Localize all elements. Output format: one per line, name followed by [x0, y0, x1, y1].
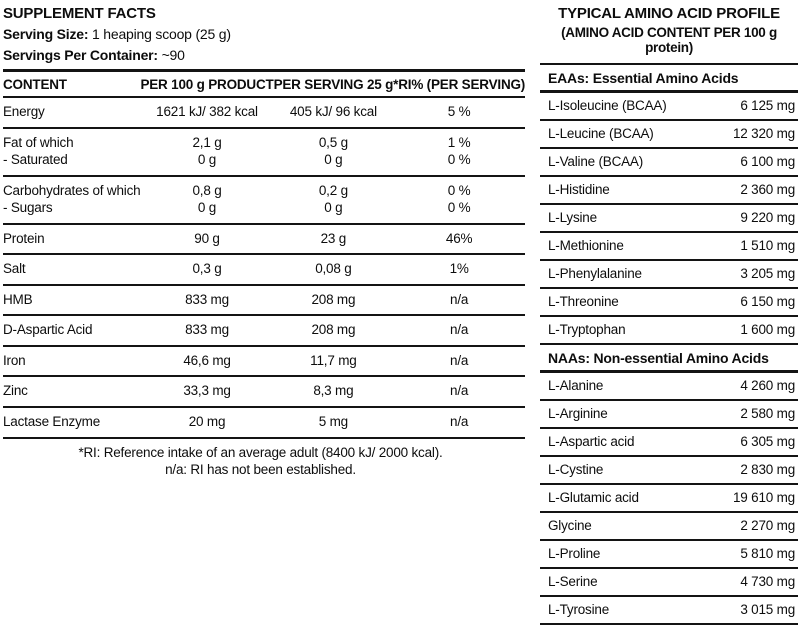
amino-acid-value: 6 305 mg	[740, 433, 795, 449]
nutrient-row	[3, 376, 525, 407]
amino-acid-row	[540, 457, 798, 485]
cell-line: n/a	[450, 414, 469, 430]
serving-size-line	[3, 26, 518, 44]
nutrient-name-cell	[3, 224, 140, 255]
amino-section-header: NAAs: Non-essential Amino Acids	[540, 345, 798, 373]
cell-line: - Saturated	[3, 152, 68, 168]
nutrient-name-cell	[3, 315, 140, 346]
cell-line: Zinc	[3, 383, 28, 399]
amino-profile-table	[540, 63, 798, 625]
cell-line: 46,6 mg	[183, 352, 231, 368]
cell-line: 1%	[449, 261, 469, 277]
amino-acid-name: L-Phenylalanine	[548, 265, 642, 281]
ri-percent-value-cell	[393, 224, 525, 255]
amino-acid-row	[540, 233, 798, 261]
reference-intake-footnote: *RI: Reference intake of an average adult (8400 kJ/ 2000 kcal).	[78, 444, 443, 460]
cell-line: Iron	[3, 352, 26, 368]
cell-line: 8,3 mg	[313, 383, 354, 399]
cell-line: 0,3 g	[192, 261, 222, 277]
amino-acid-value: 5 810 mg	[740, 545, 795, 561]
amino-acid-row	[540, 205, 798, 233]
amino-acid-value: 9 220 mg	[740, 209, 795, 225]
per-100g-value-cell	[140, 128, 273, 176]
per-serving-value-cell	[274, 176, 394, 224]
per-100g-value-cell	[140, 97, 273, 128]
cell-line: Carbohydrates of which	[3, 182, 141, 198]
amino-acid-value: 12 320 mg	[733, 125, 795, 141]
serving-size-label: Serving Size:	[3, 26, 89, 42]
cell-line: 0 g	[324, 152, 343, 168]
cell-line: - Sugars	[3, 200, 53, 216]
cell-line: Lactase Enzyme	[3, 414, 100, 430]
cell-line: Energy	[3, 104, 45, 119]
nutrient-row	[3, 224, 525, 255]
amino-acid-name: L-Proline	[548, 545, 601, 561]
amino-acid-row	[540, 149, 798, 177]
table-header-row	[3, 71, 525, 98]
cell-line: 11,7 mg	[310, 352, 357, 368]
nutrient-row	[3, 254, 525, 285]
nutrient-name-cell	[3, 176, 140, 224]
cell-line: 1621 kJ/ 382 kcal	[156, 104, 258, 119]
amino-profile-title: TYPICAL AMINO ACID PROFILE	[558, 5, 780, 22]
amino-acid-row	[540, 261, 798, 289]
amino-acid-name: L-Histidine	[548, 181, 610, 197]
nutrient-row	[3, 285, 525, 316]
amino-acid-value: 2 580 mg	[740, 405, 795, 421]
amino-acid-row	[540, 401, 798, 429]
servings-per-container-value: ~90	[157, 46, 185, 63]
cell-line: 5 mg	[318, 414, 348, 430]
ri-percent-value-cell	[393, 128, 525, 176]
amino-acid-name: L-Lysine	[548, 209, 597, 225]
ri-percent-value-cell	[393, 346, 525, 377]
nutrient-row	[3, 315, 525, 346]
per-100g-value-cell	[140, 285, 273, 316]
per-serving-value-cell	[274, 224, 394, 255]
amino-acid-row	[540, 93, 798, 121]
amino-acid-name: Glycine	[548, 517, 592, 533]
column-header-per-serving: PER SERVING 25 g	[274, 71, 394, 98]
nutrient-name-cell	[3, 407, 140, 438]
amino-acid-value: 6 150 mg	[740, 293, 795, 309]
per-serving-value-cell	[274, 285, 394, 316]
per-100g-value-cell	[140, 176, 273, 224]
nutrient-name-cell	[3, 346, 140, 377]
cell-line: 0 g	[324, 200, 343, 216]
amino-profile-subtitle: (AMINO ACID CONTENT PER 100 g protein)	[561, 24, 777, 55]
amino-acid-value: 2 830 mg	[740, 461, 795, 477]
cell-line: 0,8 g	[192, 182, 222, 198]
cell-line: Protein	[3, 230, 45, 246]
servings-per-container-line	[3, 47, 518, 65]
cell-line: 23 g	[320, 230, 347, 246]
amino-acid-row	[540, 317, 798, 345]
column-header-per-100g: PER 100 g PRODUCT	[140, 71, 273, 98]
amino-acid-value: 2 360 mg	[740, 181, 795, 197]
cell-line: 20 mg	[188, 414, 226, 430]
cell-line: 0,5 g	[318, 134, 348, 150]
amino-section-header: EAAs: Essential Amino Acids	[540, 65, 798, 93]
cell-line: 833 mg	[185, 291, 229, 307]
cell-line: 0 g	[197, 200, 217, 216]
cell-line: n/a	[450, 352, 469, 368]
amino-acid-value: 6 125 mg	[740, 97, 795, 113]
nutrient-name-cell	[3, 376, 140, 407]
na-footnote: n/a: RI has not been established.	[165, 461, 356, 477]
amino-acid-name: L-Arginine	[548, 405, 608, 421]
ri-percent-value-cell	[393, 315, 525, 346]
per-serving-value-cell	[274, 315, 394, 346]
supplement-facts-panel	[3, 5, 526, 477]
amino-acid-name: L-Valine (BCAA)	[548, 153, 644, 169]
cell-line: 208 mg	[311, 291, 356, 307]
amino-acid-value: 6 100 mg	[740, 153, 795, 169]
cell-line: 0 %	[447, 152, 471, 168]
column-header-content: CONTENT	[3, 71, 140, 98]
amino-acid-profile-panel	[540, 5, 798, 625]
amino-acid-row	[540, 373, 798, 401]
amino-acid-name: L-Threonine	[548, 293, 619, 309]
amino-acid-value: 1 510 mg	[740, 237, 795, 253]
amino-acid-value: 4 730 mg	[740, 573, 795, 589]
amino-acid-row	[540, 569, 798, 597]
nutrient-name-cell	[3, 254, 140, 285]
per-100g-value-cell	[140, 315, 273, 346]
serving-size-value: 1 heaping scoop (25 g)	[88, 26, 231, 42]
cell-line: 33,3 mg	[183, 383, 231, 399]
cell-line: n/a	[450, 291, 469, 307]
cell-line: 46%	[445, 230, 473, 246]
amino-acid-row	[540, 289, 798, 317]
nutrient-name-cell	[3, 97, 140, 128]
column-header-ri-percent: *RI% (PER SERVING)	[393, 71, 525, 98]
per-serving-value-cell	[274, 346, 394, 377]
amino-acid-row	[540, 485, 798, 513]
per-serving-value-cell	[274, 407, 394, 438]
amino-acid-value: 1 600 mg	[740, 321, 795, 337]
cell-line: 0 %	[447, 182, 471, 198]
ri-percent-value-cell	[393, 176, 525, 224]
nutrient-row	[3, 97, 525, 128]
nutrient-row	[3, 407, 525, 438]
cell-line: HMB	[3, 291, 33, 307]
per-100g-value-cell	[140, 224, 273, 255]
amino-acid-row	[540, 597, 798, 625]
ri-percent-value-cell	[393, 407, 525, 438]
ri-percent-value-cell	[393, 254, 525, 285]
cell-line: 405 kJ/ 96 kcal	[289, 104, 377, 119]
ri-percent-value-cell	[393, 97, 525, 128]
amino-acid-value: 2 270 mg	[740, 517, 795, 533]
nutrient-name-cell	[3, 128, 140, 176]
amino-acid-name: L-Alanine	[548, 377, 604, 393]
amino-acid-value: 3 015 mg	[740, 601, 795, 617]
per-serving-value-cell	[274, 128, 394, 176]
amino-acid-row	[540, 513, 798, 541]
nutrient-row	[3, 346, 525, 377]
amino-acid-name: L-Methionine	[548, 237, 624, 253]
per-100g-value-cell	[140, 254, 273, 285]
amino-acid-row	[540, 541, 798, 569]
per-100g-value-cell	[140, 407, 273, 438]
amino-acid-name: L-Serine	[548, 573, 598, 589]
amino-acid-name: L-Glutamic acid	[548, 489, 639, 505]
cell-line: n/a	[450, 322, 469, 338]
per-100g-value-cell	[140, 346, 273, 377]
per-100g-value-cell	[140, 376, 273, 407]
cell-line: n/a	[450, 383, 469, 399]
cell-line: 5 %	[447, 104, 471, 119]
amino-acid-name: L-Isoleucine (BCAA)	[548, 97, 667, 113]
cell-line: 833 mg	[185, 322, 229, 338]
amino-acid-name: L-Tyrosine	[548, 601, 610, 617]
amino-acid-value: 4 260 mg	[740, 377, 795, 393]
cell-line: 2,1 g	[192, 134, 222, 150]
cell-line: 0 g	[197, 152, 217, 168]
servings-per-container-label: Servings Per Container:	[3, 46, 158, 63]
cell-line: Fat of which	[3, 134, 74, 150]
per-serving-value-cell	[274, 254, 394, 285]
per-serving-value-cell	[274, 97, 394, 128]
supplement-facts-table	[3, 69, 525, 439]
cell-line: 0,2 g	[318, 182, 348, 198]
amino-acid-name: L-Leucine (BCAA)	[548, 125, 654, 141]
cell-line: 1 %	[447, 134, 471, 150]
cell-line: 90 g	[194, 230, 220, 246]
nutrient-name-cell	[3, 285, 140, 316]
cell-line: 0 %	[447, 200, 471, 216]
nutrient-row	[3, 128, 525, 176]
amino-acid-value: 3 205 mg	[740, 265, 795, 281]
amino-acid-row	[540, 121, 798, 149]
ri-percent-value-cell	[393, 376, 525, 407]
cell-line: Salt	[3, 261, 26, 277]
amino-acid-row	[540, 429, 798, 457]
ri-percent-value-cell	[393, 285, 525, 316]
amino-acid-value: 19 610 mg	[733, 489, 795, 505]
cell-line: D-Aspartic Acid	[3, 322, 93, 338]
supplement-facts-title: SUPPLEMENT FACTS	[3, 5, 156, 22]
nutrient-row	[3, 176, 525, 224]
amino-acid-row	[540, 177, 798, 205]
amino-acid-name: L-Aspartic acid	[548, 433, 635, 449]
amino-acid-name: L-Cystine	[548, 461, 604, 477]
per-serving-value-cell	[274, 376, 394, 407]
cell-line: 208 mg	[311, 322, 356, 338]
cell-line: 0,08 g	[315, 261, 352, 277]
amino-acid-name: L-Tryptophan	[548, 321, 626, 337]
